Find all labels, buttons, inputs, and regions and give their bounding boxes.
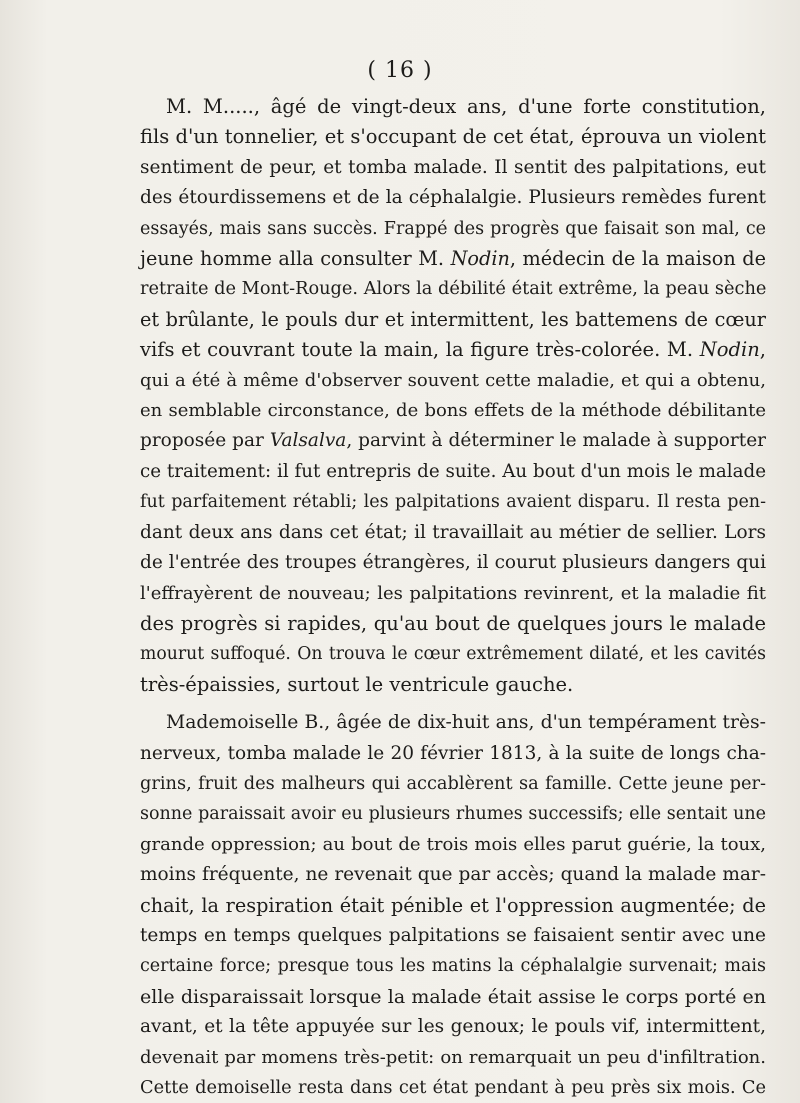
text-line: grande oppression; au bout de trois mois elles parut guérie, la toux, xyxy=(140,833,766,855)
text-line: retraite de Mont-Rouge. Alors la débilité était extrême, la peau sèche xyxy=(140,279,767,300)
text-line: certaine force; presque tous les matins la céphalalgie survenait; mais xyxy=(140,956,766,977)
text-line: mourut suffoqué. On trouva le cœur extrêmement dilaté, et les cavités xyxy=(140,644,766,665)
text-line: et brûlante, le pouls dur et intermittent, les battemens de cœur xyxy=(140,307,766,331)
text-line: vifs et couvrant toute la main, la figure très-colorée. M. Nodin, xyxy=(140,338,766,362)
paragraph-2 xyxy=(140,708,766,1103)
text-line: nerveux, tomba malade le 20 février 1813, à la suite de longs cha- xyxy=(140,742,766,764)
text-line: des progrès si rapides, qu'au bout de quelques jours le malade xyxy=(140,611,766,635)
text-line: l'effrayèrent de nouveau; les palpitations revinrent, et la maladie fit xyxy=(140,582,766,604)
text-line: qui a été à même d'observer souvent cette maladie, et qui a obtenu, xyxy=(140,369,766,391)
text-line: sonne paraissait avoir eu plusieurs rhumes successifs; elle sentait une xyxy=(140,804,766,825)
text-line: proposée par Valsalva, parvint à déterminer le malade à supporter xyxy=(140,430,767,452)
text-line: fils d'un tonnelier, et s'occupant de cet état, éprouva un violent xyxy=(140,125,766,149)
text-line: des étourdissemens et de la céphalalgie. Plusieurs remèdes furent xyxy=(140,187,766,209)
text-line: M. M....., âgé de vingt-deux ans, d'une forte constitution, xyxy=(166,95,766,118)
text-line: jeune homme alla consulter M. Nodin, médecin de la maison de xyxy=(140,247,766,271)
text-line: de l'entrée des troupes étrangères, il courut plusieurs dangers qui xyxy=(140,552,766,574)
text-line: fut parfaitement rétabli; les palpitations avaient disparu. Il resta pen- xyxy=(140,492,766,513)
text-line: avant, et la tête appuyée sur les genoux; le pouls vif, intermittent, xyxy=(140,1016,766,1038)
text-line: essayés, mais sans succès. Frappé des progrès que faisait son mal, ce xyxy=(140,218,766,239)
text-line: moins fréquente, ne revenait que par accès; quand la malade mar- xyxy=(140,864,766,886)
text-line: devenait par momens très-petit: on remarquait un peu d'infiltration. xyxy=(140,1046,766,1068)
text-line: elle disparaissait lorsque la malade était assise le corps porté en xyxy=(140,985,766,1008)
text-line: sentiment de peur, et tomba malade. Il sentit des palpitations, eut xyxy=(140,156,766,178)
text-line: grins, fruit des malheurs qui accablèrent sa famille. Cette jeune per- xyxy=(140,773,766,794)
body-text xyxy=(140,92,766,1103)
text-line: temps en temps quelques palpitations se faisaient sentir avec une xyxy=(140,924,766,946)
text-line: chait, la respiration était pénible et l'oppression augmentée; de xyxy=(140,893,766,917)
text-line: ce traitement: il fut entrepris de suite. Au bout d'un mois le malade xyxy=(140,460,766,482)
text-line: très-épaissies, surtout le ventricule gauche. xyxy=(140,672,574,696)
text-line: Cette demoiselle resta dans cet état pendant à peu près six mois. Ce xyxy=(140,1078,766,1098)
text-line: dant deux ans dans cet état; il travaillait au métier de sellier. Lors xyxy=(140,521,766,543)
text-line: en semblable circonstance, de bons effets de la méthode débilitante xyxy=(140,400,766,422)
text-line: Mademoiselle B., âgée de dix-huit ans, d'un tempérament très- xyxy=(166,712,766,734)
paragraph-1 xyxy=(140,92,766,700)
paragraph-spacer xyxy=(140,700,766,708)
page-number: ( 16 ) xyxy=(367,58,433,83)
